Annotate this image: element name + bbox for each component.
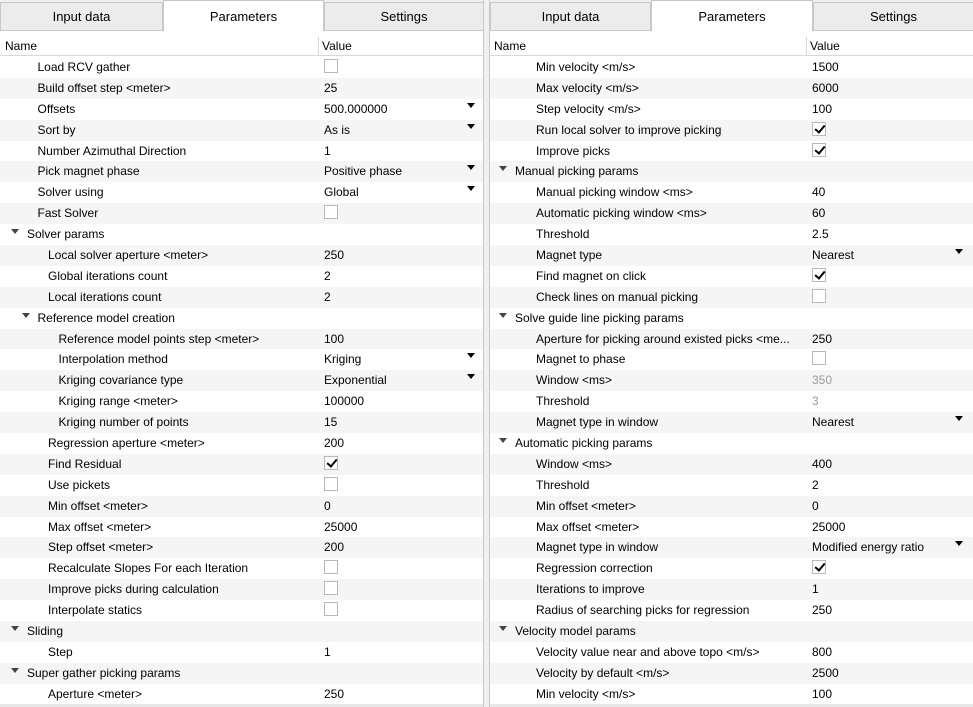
- dropdown-arrow-icon[interactable]: [955, 416, 963, 421]
- param-row-threshold[interactable]: [490, 475, 973, 496]
- param-checkbox[interactable]: [324, 456, 338, 470]
- value-column-header[interactable]: Value: [322, 39, 352, 53]
- param-select[interactable]: Exponential: [324, 373, 387, 388]
- param-checkbox[interactable]: [812, 268, 826, 282]
- param-value[interactable]: 200: [324, 540, 345, 555]
- param-row-run-local-solver-to-improve-picking[interactable]: [490, 120, 973, 141]
- param-value[interactable]: 100000: [324, 394, 365, 409]
- param-label: Reference model creation: [37, 310, 175, 325]
- param-label: Improve picks during calculation: [48, 582, 219, 597]
- group-row-solve-guide-line-picking-params[interactable]: [490, 308, 973, 329]
- param-value[interactable]: 1500: [812, 60, 839, 74]
- param-value[interactable]: 25: [324, 80, 338, 95]
- param-checkbox[interactable]: [324, 560, 338, 574]
- param-row-solver-using[interactable]: [0, 182, 483, 203]
- param-label: Regression correction: [536, 561, 653, 576]
- param-row-velocity-value-near-and-above-topo[interactable]: [490, 642, 973, 663]
- param-select[interactable]: Global: [324, 185, 359, 200]
- param-label: Solver using: [37, 185, 104, 200]
- expand-caret-icon[interactable]: [499, 626, 507, 631]
- group-row-solver-params[interactable]: [0, 224, 483, 245]
- group-row-velocity-model-params[interactable]: [490, 621, 973, 642]
- param-row-max-offset[interactable]: [0, 517, 483, 538]
- param-checkbox[interactable]: [812, 351, 826, 365]
- param-checkbox[interactable]: [812, 143, 826, 157]
- param-label: Find Residual: [48, 456, 122, 471]
- param-row-build-offset-step[interactable]: [0, 78, 483, 99]
- dropdown-arrow-icon[interactable]: [467, 165, 475, 170]
- param-value[interactable]: 1: [324, 143, 331, 158]
- param-row-window[interactable]: [490, 370, 973, 391]
- param-row-manual-picking-window[interactable]: [490, 182, 973, 203]
- dropdown-arrow-icon[interactable]: [467, 186, 475, 191]
- tab-input-data[interactable]: Input data: [490, 2, 651, 31]
- param-label: Use pickets: [48, 477, 111, 492]
- param-select[interactable]: 500.000000: [324, 101, 388, 116]
- param-label: Automatic picking window <ms>: [536, 206, 707, 221]
- column-separator[interactable]: [318, 37, 319, 56]
- tab-bar: [490, 0, 973, 31]
- param-label: Build offset step <meter>: [37, 80, 171, 95]
- param-label: Step velocity <m/s>: [536, 101, 641, 116]
- dropdown-arrow-icon[interactable]: [955, 541, 963, 546]
- expand-caret-icon[interactable]: [499, 166, 507, 171]
- param-label: Automatic picking params: [515, 436, 653, 451]
- column-header: [490, 37, 973, 56]
- param-value[interactable]: 800: [812, 644, 833, 659]
- param-row-regression-aperture[interactable]: [0, 433, 483, 454]
- param-value[interactable]: 0: [324, 498, 331, 513]
- param-label: Velocity by default <m/s>: [536, 665, 670, 680]
- param-row-min-offset[interactable]: [490, 496, 973, 517]
- param-label: Manual picking params: [515, 164, 639, 179]
- param-checkbox[interactable]: [324, 205, 338, 219]
- param-label: Check lines on manual picking: [536, 289, 699, 304]
- param-label: Aperture <meter>: [48, 686, 143, 701]
- param-label: Kriging covariance type: [58, 373, 184, 388]
- param-label: Number Azimuthal Direction: [37, 143, 187, 158]
- param-value[interactable]: 100: [324, 331, 345, 346]
- param-row-improve-picks-during-calculation[interactable]: [0, 579, 483, 600]
- expand-caret-icon[interactable]: [499, 313, 507, 318]
- dropdown-arrow-icon[interactable]: [955, 249, 963, 254]
- param-select[interactable]: Modified energy ratio: [812, 540, 925, 555]
- param-label: Radius of searching picks for regression: [536, 603, 750, 618]
- expand-caret-icon[interactable]: [22, 313, 30, 318]
- tab-bar: [0, 0, 483, 31]
- param-row-min-velocity[interactable]: [490, 57, 973, 78]
- param-label: Pick magnet phase: [37, 164, 140, 179]
- param-label: Iterations to improve: [536, 582, 645, 597]
- param-value[interactable]: 250: [324, 686, 345, 701]
- param-value[interactable]: 0: [812, 498, 819, 513]
- param-label: Sort by: [37, 122, 76, 137]
- param-label: Solver params: [27, 227, 105, 242]
- param-row-magnet-type-in-window[interactable]: [490, 537, 973, 558]
- param-value[interactable]: 6000: [812, 80, 839, 95]
- param-row-recalculate-slopes-for-each-iteration[interactable]: [0, 558, 483, 579]
- param-row-offsets[interactable]: [0, 99, 483, 120]
- left-parameters-panel: [0, 0, 484, 707]
- param-row-aperture[interactable]: [0, 684, 483, 705]
- param-value[interactable]: 250: [324, 248, 345, 263]
- dropdown-arrow-icon[interactable]: [467, 103, 475, 108]
- param-row-regression-correction[interactable]: [490, 558, 973, 579]
- param-row-local-solver-aperture[interactable]: [0, 245, 483, 266]
- name-column-header[interactable]: Name: [5, 39, 38, 53]
- param-row-magnet-type-in-window[interactable]: [490, 412, 973, 433]
- param-row-global-iterations-count[interactable]: [0, 266, 483, 287]
- group-row-manual-picking-params[interactable]: [490, 161, 973, 182]
- param-label: Interpolation method: [58, 352, 168, 367]
- param-select[interactable]: Nearest: [812, 248, 855, 263]
- param-value[interactable]: 15: [324, 415, 338, 430]
- param-row-max-velocity[interactable]: [490, 78, 973, 99]
- param-value[interactable]: 400: [812, 456, 833, 471]
- param-value[interactable]: 100: [812, 101, 833, 116]
- param-checkbox[interactable]: [324, 477, 338, 491]
- param-row-radius-of-searching-picks-for-regression[interactable]: [490, 600, 973, 621]
- param-row-reference-model-points-step[interactable]: [0, 329, 483, 350]
- param-row-find-residual[interactable]: [0, 454, 483, 475]
- param-checkbox[interactable]: [812, 560, 826, 574]
- param-label: Velocity value near and above topo <m/s>: [536, 644, 760, 659]
- param-label: Min velocity <m/s>: [536, 60, 636, 74]
- param-label: Max velocity <m/s>: [536, 80, 639, 95]
- group-row-sliding[interactable]: [0, 621, 483, 642]
- param-label: Interpolate statics: [48, 603, 143, 618]
- group-row-super-gather-picking-params[interactable]: [0, 663, 483, 684]
- param-value[interactable]: 2: [324, 268, 331, 283]
- tab-settings[interactable]: Settings: [324, 2, 484, 31]
- column-separator[interactable]: [806, 37, 807, 56]
- param-label: Load RCV gather: [37, 60, 131, 74]
- param-label: Local iterations count: [48, 289, 162, 304]
- param-label: Max offset <meter>: [536, 519, 640, 534]
- dropdown-arrow-icon[interactable]: [467, 374, 475, 379]
- param-row-pick-magnet-phase[interactable]: [0, 161, 483, 182]
- param-checkbox[interactable]: [324, 59, 338, 73]
- param-value[interactable]: 1: [812, 582, 819, 597]
- param-value[interactable]: 200: [324, 436, 345, 451]
- tab-parameters[interactable]: Parameters: [163, 0, 324, 32]
- group-row-reference-model-creation[interactable]: [0, 308, 483, 329]
- dropdown-arrow-icon[interactable]: [467, 124, 475, 129]
- param-checkbox[interactable]: [812, 289, 826, 303]
- parameter-tree-left: [0, 57, 483, 705]
- param-label: Solve guide line picking params: [515, 310, 684, 325]
- param-value[interactable]: 100: [812, 686, 833, 701]
- param-label: Manual picking window <ms>: [536, 185, 693, 200]
- tab-settings[interactable]: Settings: [813, 2, 973, 31]
- param-value[interactable]: 2: [812, 477, 819, 492]
- param-select[interactable]: As is: [324, 122, 351, 137]
- parameter-tree-right: [490, 57, 973, 705]
- param-value[interactable]: 2.5: [812, 227, 829, 242]
- param-row-kriging-range[interactable]: [0, 391, 483, 412]
- param-select[interactable]: Positive phase: [324, 164, 403, 179]
- param-value[interactable]: 2: [324, 289, 331, 304]
- param-label: Velocity model params: [515, 624, 636, 639]
- param-row-step-offset[interactable]: [0, 537, 483, 558]
- expand-caret-icon[interactable]: [11, 626, 19, 631]
- param-row-iterations-to-improve[interactable]: [490, 579, 973, 600]
- param-label: Local solver aperture <meter>: [48, 248, 209, 263]
- param-row-check-lines-on-manual-picking[interactable]: [490, 287, 973, 308]
- param-row-velocity-by-default[interactable]: [490, 663, 973, 684]
- param-checkbox[interactable]: [324, 602, 338, 616]
- param-label: Threshold: [536, 394, 590, 409]
- param-checkbox[interactable]: [324, 581, 338, 595]
- param-row-min-velocity[interactable]: [490, 684, 973, 705]
- param-row-kriging-number-of-points[interactable]: [0, 412, 483, 433]
- right-parameters-panel: [489, 0, 973, 707]
- param-row-interpolation-method[interactable]: [0, 349, 483, 370]
- param-label: Super gather picking params: [27, 665, 181, 680]
- param-row-step-velocity[interactable]: [490, 99, 973, 120]
- param-value[interactable]: 60: [812, 206, 826, 221]
- value-column-header[interactable]: Value: [810, 39, 840, 53]
- param-row-load-rcv-gather[interactable]: [0, 57, 483, 78]
- param-row-window[interactable]: [490, 454, 973, 475]
- param-row-use-pickets[interactable]: [0, 475, 483, 496]
- param-label: Fast Solver: [37, 206, 99, 221]
- param-row-fast-solver[interactable]: [0, 203, 483, 224]
- param-label: Find magnet on click: [536, 268, 647, 283]
- param-label: Improve picks: [536, 143, 611, 158]
- tab-parameters[interactable]: Parameters: [651, 0, 813, 32]
- param-label: Min offset <meter>: [536, 498, 636, 513]
- param-value[interactable]: 40: [812, 185, 826, 200]
- param-label: Threshold: [536, 477, 590, 492]
- param-row-automatic-picking-window[interactable]: [490, 203, 973, 224]
- param-label: Aperture for picking around existed picks <me...: [536, 331, 790, 346]
- param-label: Run local solver to improve picking: [536, 122, 722, 137]
- param-label: Offsets: [37, 101, 76, 116]
- param-label: Kriging range <meter>: [58, 394, 178, 409]
- param-row-threshold[interactable]: [490, 391, 973, 412]
- dropdown-arrow-icon[interactable]: [467, 353, 475, 358]
- param-row-improve-picks[interactable]: [490, 141, 973, 162]
- param-label: Step: [48, 644, 73, 659]
- param-row-min-offset[interactable]: [0, 496, 483, 517]
- param-label: Window <ms>: [536, 373, 613, 388]
- tab-input-data[interactable]: Input data: [0, 2, 163, 31]
- param-row-interpolate-statics[interactable]: [0, 600, 483, 621]
- param-label: Regression aperture <meter>: [48, 436, 205, 451]
- param-value[interactable]: 250: [812, 603, 833, 618]
- param-label: Magnet type in window: [536, 540, 659, 555]
- param-row-magnet-to-phase[interactable]: [490, 349, 973, 370]
- param-value[interactable]: 2500: [812, 665, 839, 680]
- param-label: Min velocity <m/s>: [536, 686, 636, 701]
- param-value[interactable]: 3: [812, 394, 819, 409]
- expand-caret-icon[interactable]: [499, 438, 507, 443]
- param-row-sort-by[interactable]: [0, 120, 483, 141]
- param-select[interactable]: Nearest: [812, 415, 855, 430]
- param-checkbox[interactable]: [812, 122, 826, 136]
- param-label: Magnet to phase: [536, 352, 626, 367]
- param-value[interactable]: 25000: [812, 519, 846, 534]
- param-row-kriging-covariance-type[interactable]: [0, 370, 483, 391]
- param-select[interactable]: Kriging: [324, 352, 362, 367]
- param-value[interactable]: 250: [812, 331, 833, 346]
- param-label: Sliding: [27, 624, 64, 639]
- param-label: Window <ms>: [536, 456, 613, 471]
- param-row-step[interactable]: [0, 642, 483, 663]
- column-header: [0, 37, 483, 56]
- expand-caret-icon[interactable]: [11, 229, 19, 234]
- param-label: Magnet type: [536, 248, 603, 263]
- expand-caret-icon[interactable]: [11, 668, 19, 673]
- param-row-threshold[interactable]: [490, 224, 973, 245]
- param-value[interactable]: 350: [812, 373, 833, 388]
- param-label: Recalculate Slopes For each Iteration: [48, 561, 249, 576]
- param-row-number-azimuthal-direction[interactable]: [0, 141, 483, 162]
- param-label: Threshold: [536, 227, 590, 242]
- param-label: Reference model points step <meter>: [58, 331, 260, 346]
- param-label: Global iterations count: [48, 268, 168, 283]
- param-label: Magnet type in window: [536, 415, 659, 430]
- param-label: Min offset <meter>: [48, 498, 148, 513]
- param-row-local-iterations-count[interactable]: [0, 287, 483, 308]
- param-label: Kriging number of points: [58, 415, 189, 430]
- param-row-magnet-type[interactable]: [490, 245, 973, 266]
- param-label: Max offset <meter>: [48, 519, 152, 534]
- param-row-find-magnet-on-click[interactable]: [490, 266, 973, 287]
- param-row-max-offset[interactable]: [490, 517, 973, 538]
- param-row-aperture-for-picking-around-existed-picks-me[interactable]: [490, 329, 973, 350]
- param-value[interactable]: 1: [324, 644, 331, 659]
- param-value[interactable]: 25000: [324, 519, 358, 534]
- group-row-automatic-picking-params[interactable]: [490, 433, 973, 454]
- name-column-header[interactable]: Name: [494, 39, 527, 53]
- param-label: Step offset <meter>: [48, 540, 154, 555]
